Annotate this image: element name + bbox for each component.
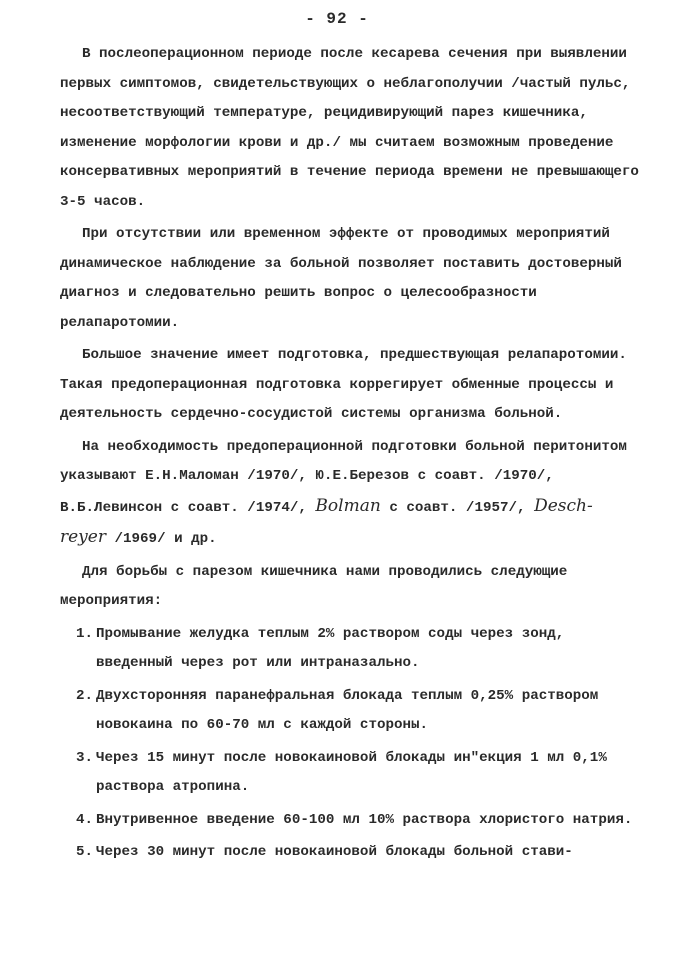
paragraph-references <box>60 433 640 555</box>
list-item <box>60 682 640 741</box>
handwritten-desch: Desch- <box>534 495 593 516</box>
paragraph-measures-intro: Для борьбы с парезом кишечника нами проводились следующие мероприятия: <box>60 563 568 609</box>
list-item <box>60 620 640 679</box>
list-number: 3. <box>76 749 94 766</box>
list-item <box>60 744 640 803</box>
list-text: Двухсторонняя паранефральная блокада теплым 0,25% раствором новокаина по 60-70 мл с каждой стороны. <box>96 687 599 733</box>
list-number: 5. <box>76 844 94 860</box>
page-number: - 92 - <box>305 10 369 28</box>
list-text: Через 15 минут после новокаиновой блокады ин"екция 1 мл 0,1% раствора атропина. <box>96 749 607 795</box>
references-text-b: с соавт. /1957/, <box>389 499 526 516</box>
references-text-c: /1969/ и др. <box>105 531 217 547</box>
handwritten-reyer: reyer <box>60 527 106 547</box>
list-text: Промывание желудка теплым 2% раствором соды через зонд, введенный через рот или интраназально. <box>96 625 565 671</box>
list-number: 2. <box>76 687 94 704</box>
paragraph-preparation: Большое значение имеет подготовка, предшествующая релапаротомии. Такая предоперационная подготовка коррегирует обменные процессы и деятельность сердечно-сосудистой системы организма больной. <box>60 347 627 422</box>
references-text-a: На необходимость предоперационной подготовки больной перитонитом указывают Е.Н.Маломан /1970/, Ю.Е.Березов с соавт. /1970/, В.Б.Левинсон с соавт. /1974/, <box>60 438 627 516</box>
list-item <box>60 838 640 868</box>
page-body <box>60 40 640 871</box>
list-item <box>60 806 640 836</box>
list-text: Через 30 минут после новокаиновой блокады больной стави- <box>96 844 573 860</box>
list-number: 1. <box>76 625 94 642</box>
handwritten-bolman: Bolman <box>315 495 381 516</box>
paragraph-postop: В послеоперационном периоде после кесарева сечения при выявлении первых симптомов, свидетельствующих о неблагополучии /частый пульс, несоответствующий температуре, рецидивирующий парез кишечника, изменение морфологии крови и др./ мы считаем возможным проведение консервативных мероприятий в течение периода времени не превышающего 3-5 часов. <box>60 46 639 210</box>
paragraph-observation: При отсутствии или временном эффекте от проводимых мероприятий динамическое наблюдение за больной позволяет поставить достоверный диагноз и следовательно решить вопрос о целесообразности релапаротомии. <box>60 226 622 331</box>
list-text: Внутривенное введение 60-100 мл 10% раствора хлористого натрия. <box>96 811 633 828</box>
list-number: 4. <box>76 811 94 828</box>
measures-list <box>60 620 640 868</box>
